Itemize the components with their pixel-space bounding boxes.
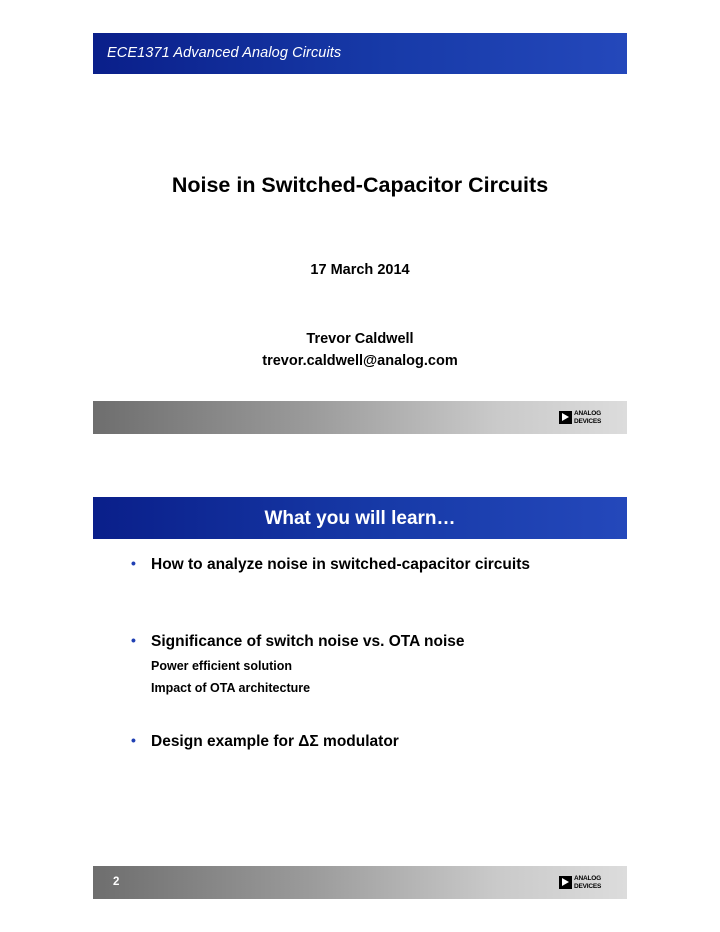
slide-heading: What you will learn… bbox=[264, 508, 456, 529]
sub-bullet-text: Impact of OTA architecture bbox=[151, 681, 311, 695]
author-name: Trevor Caldwell bbox=[306, 331, 414, 347]
bullet-text: Design example for ΔΣ modulator bbox=[151, 733, 399, 750]
bullet-icon: • bbox=[131, 555, 136, 571]
bullet-text: How to analyze noise in switched-capacitor circuits bbox=[151, 556, 530, 573]
presentation-title: Noise in Switched-Capacitor Circuits bbox=[171, 173, 549, 197]
play-triangle-icon bbox=[559, 411, 572, 424]
course-title: ECE1371 Advanced Analog Circuits bbox=[107, 45, 342, 61]
bullet-text: Significance of switch noise vs. OTA noise bbox=[151, 633, 465, 650]
analog-devices-logo bbox=[559, 875, 603, 891]
author-email: trevor.caldwell@analog.com bbox=[262, 353, 458, 369]
bullet-icon: • bbox=[131, 632, 136, 648]
title-slide bbox=[93, 33, 627, 434]
bullet-icon: • bbox=[131, 732, 136, 748]
logo-line-1: ANALOG bbox=[574, 410, 601, 417]
slide-footer-bar bbox=[93, 866, 627, 899]
slide-heading-bar bbox=[93, 497, 627, 539]
sub-bullet-text: Power efficient solution bbox=[151, 659, 292, 673]
logo-text bbox=[574, 875, 601, 890]
logo-line-2: DEVICES bbox=[574, 882, 602, 890]
logo-line-1: ANALOG bbox=[574, 875, 601, 882]
presentation-date: 17 March 2014 bbox=[310, 262, 410, 278]
logo-line-2: DEVICES bbox=[574, 417, 602, 425]
analog-devices-logo bbox=[559, 410, 603, 426]
slide-footer-bar bbox=[93, 401, 627, 434]
logo-text bbox=[574, 410, 601, 425]
page-number: 2 bbox=[113, 876, 120, 888]
play-triangle-icon bbox=[559, 876, 572, 889]
learning-objectives-slide bbox=[93, 497, 627, 899]
course-header-bar bbox=[93, 33, 627, 74]
